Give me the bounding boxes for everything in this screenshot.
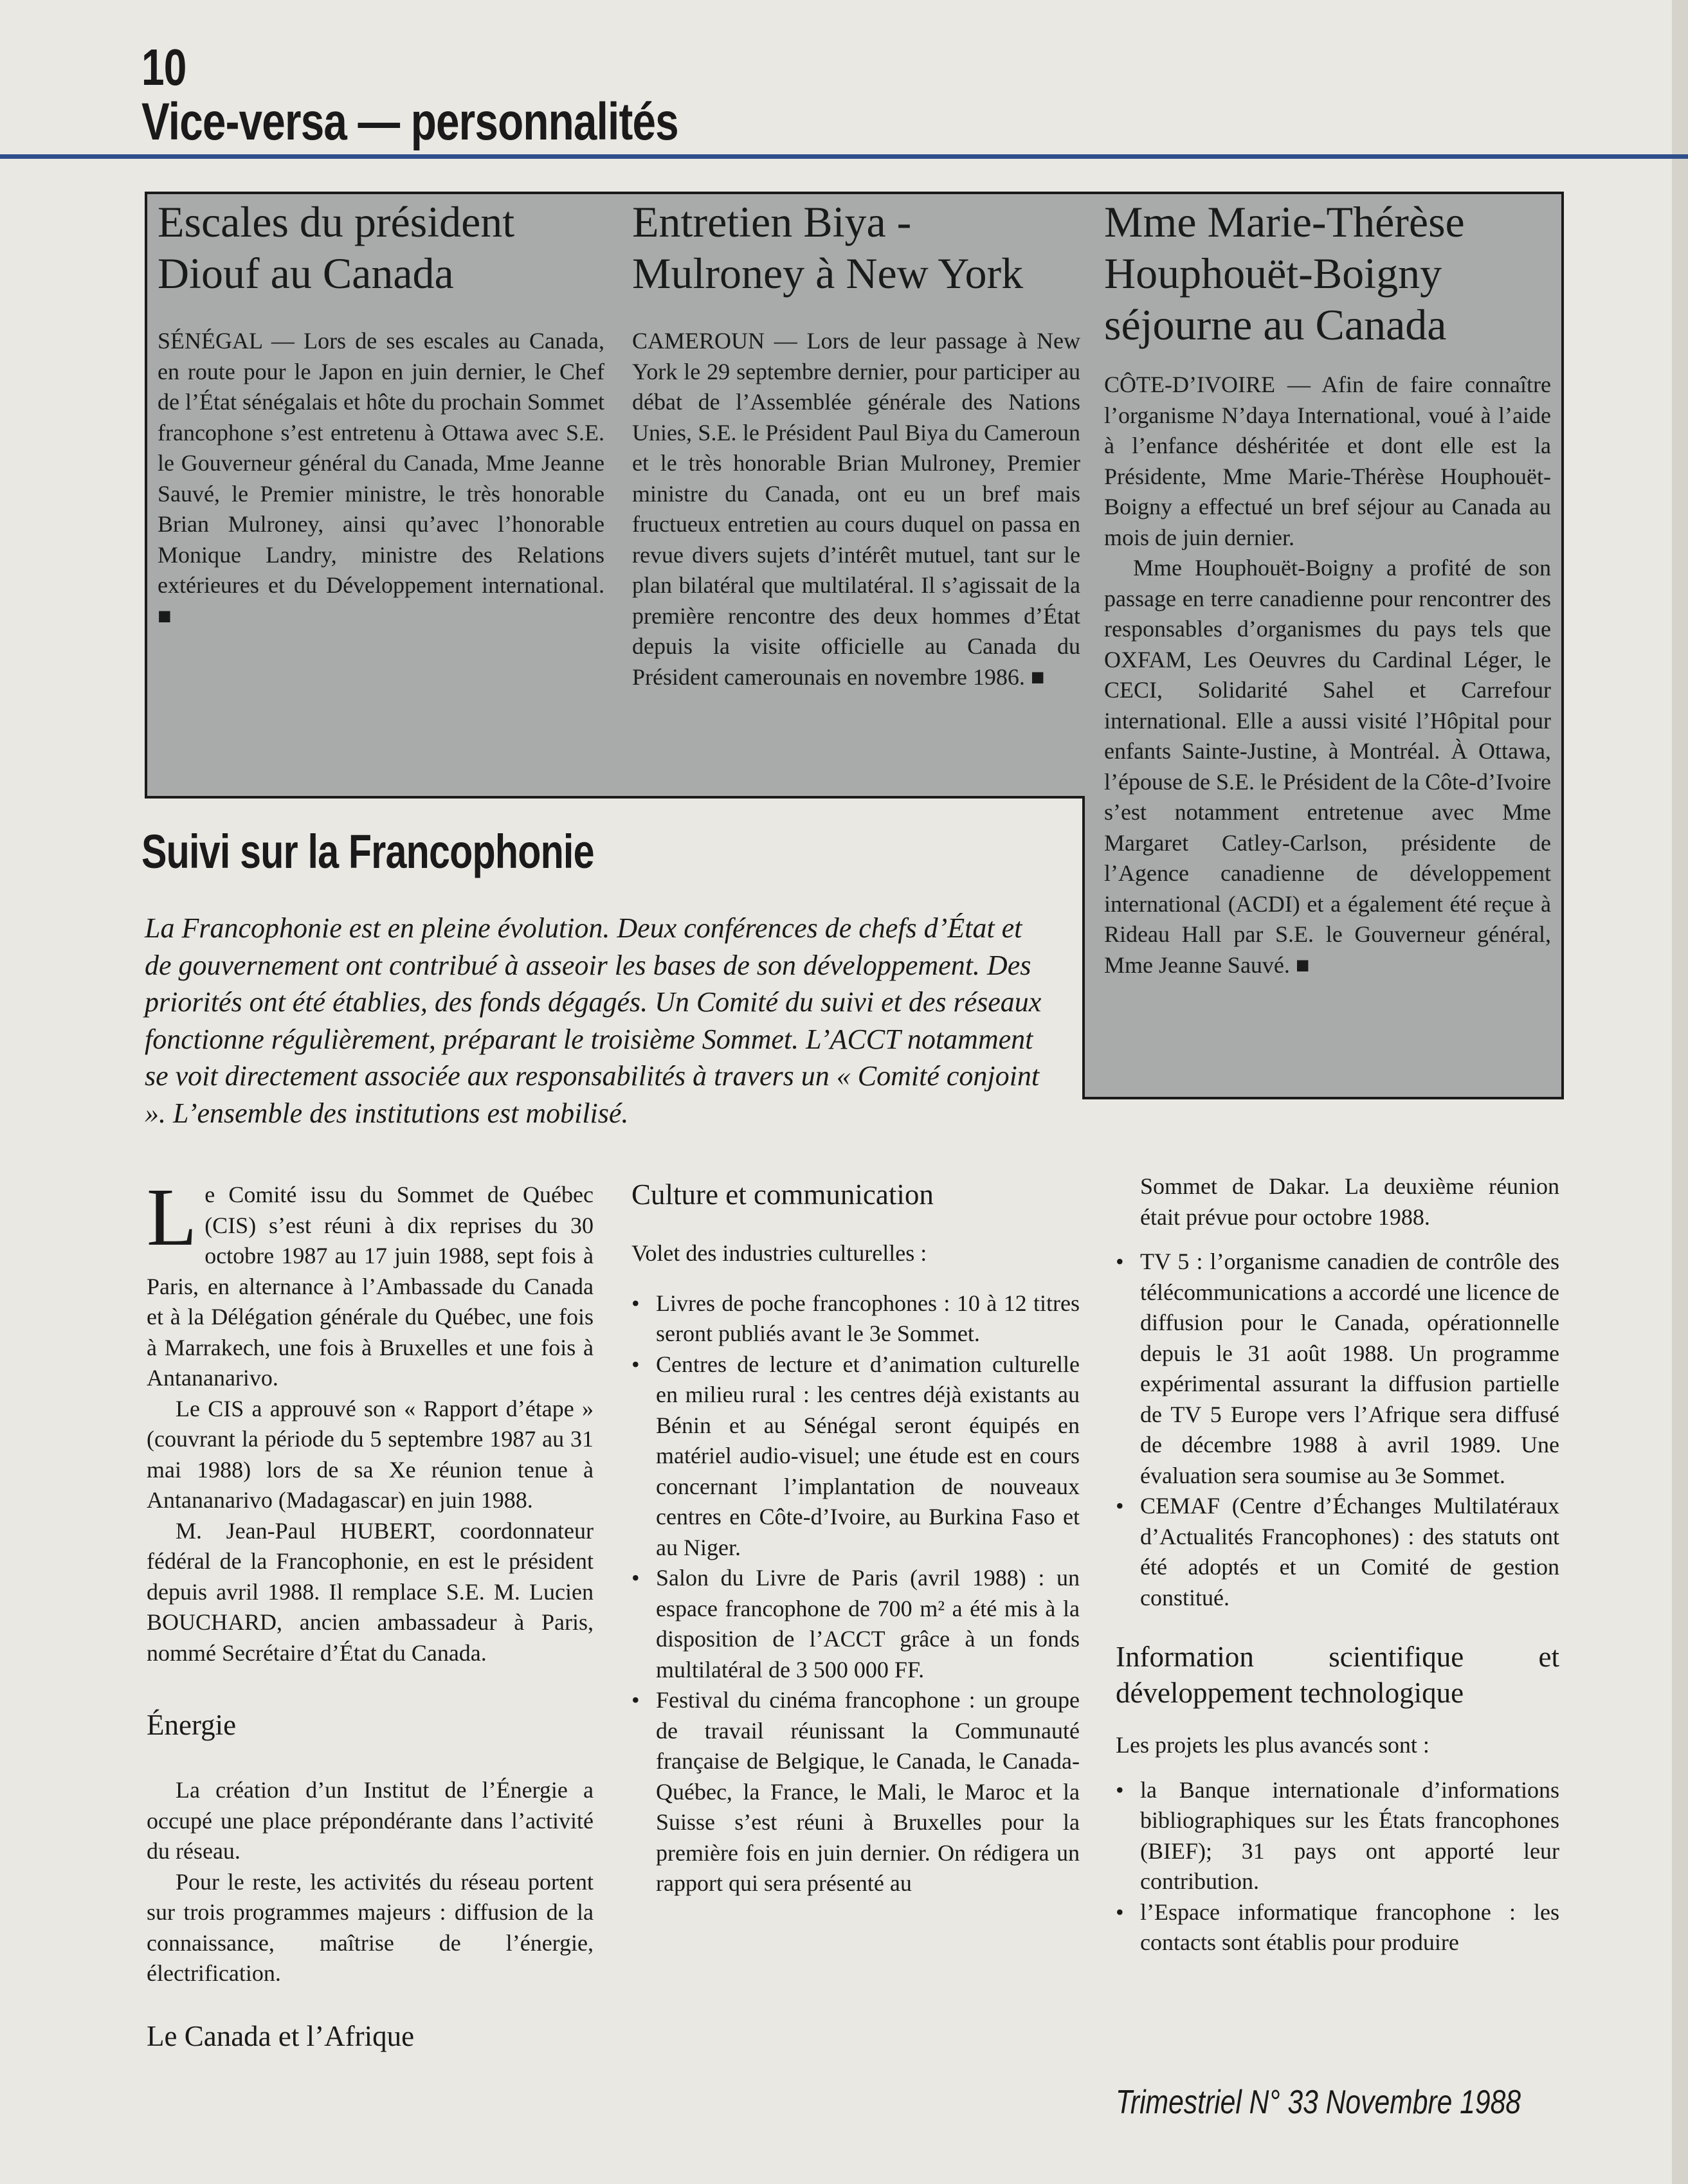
drop-cap: L [147,1171,197,1263]
box-biya-text: CAMEROUN — Lors de leur passage à New York le 29 septembre dernier, pour participer au débat de l’Assemblée générale des Nations Unies, S.E. le Président Paul Biya du Cameroun et le très honorable Brian Mulroney, Premier ministre du Canada, ont eu un bref mais fructueux entretien au cours duquel on passa en revue divers sujets d’intérêt mutuel, tant sur le plan bilatéral que multilatéral. Il s’agissait de la première rencontre des deux hommes d’État depuis la visite officielle au Canada du Président camerounais en novembre 1986. ■ [632,328,1080,690]
bullet-livres: • Livres de poche francophones : 10 à 12 titres seront publiés avant le 3e Sommet. [631,1288,1080,1349]
box-biya-title: Entretien Biya - Mulroney à New York [632,197,1024,298]
page-number: 10 [141,39,186,96]
section-title: Vice-versa — personnalités [141,93,678,151]
box-houphouet-body [1104,370,1551,980]
bullet-espace: • l’Espace informatique francophone : les contacts sont établis pour produire [1116,1897,1559,1958]
col1-p1: e Comité issu du Sommet de Québec (CIS) s’est réuni à dix reprises du 30 octobre 1987 au 17 juin 1988, sept fois à Paris, en alternance à l’Ambassade du Canada et à la Délégation générale du Québec, une fois à Marrakech, une fois à Bruxelles et une fois à Antananarivo. [147,1182,594,1391]
heading-canada-afrique: Le Canada et l’Afrique [147,2019,415,2052]
col2-subheading: Volet des industries culturelles : [631,1240,927,1266]
bullet-festival: • Festival du cinéma francophone : un groupe de travail réunissant la Communauté française de Belgique, le Canada, le Canada-Québec, la France, le Mali, le Maroc et la Suisse s’est réuni à Bruxelles pour la première fois en juin dernier. On rédigera un rapport qui sera présenté au [631,1685,1080,1899]
col1-p2: Le CIS a approuvé son « Rapport d’étape » (couvrant la période du 5 septembre 1987 au 31 mai 1988) lors de sa Xe réunion tenue à Antananarivo (Madagascar) en juin 1988. [147,1395,594,1513]
page-edge [1672,0,1688,2184]
col3-continued: Sommet de Dakar. La deuxième réunion était prévue pour octobre 1988. [1140,1173,1559,1230]
box-houphouet [1104,196,1551,980]
col1-p4: La création d’un Institut de l’Énergie a occupé une place prépondérante dans l’activité du réseau. [147,1777,594,1864]
column-2 [631,1177,1080,1899]
bullet-cemaf: • CEMAF (Centre d’Échanges Multilatéraux d’Actualités Francophones) : des statuts ont été adoptés et un Comité de gestion constitué. [1116,1491,1559,1613]
col1-p5: Pour le reste, les activités du réseau portent sur trois programmes majeurs : diffusion de la connaissance, maîtrise de l’énergie, électrification. [147,1868,594,1986]
suivi-title: Suivi sur la Francophonie [141,825,594,878]
suivi-intro: La Francophonie est en pleine évolution. Deux conférences de chefs d’État et de gouvernement ont contribué à asseoir les bases de son développement. Des priorités ont été établies, des fonds dégagés. Un Comité du suivi et des réseaux fonctionne régulièrement, préparant le troisième Sommet. L’ACCT notamment se voit directement associée aux responsabilités à travers un « Comité conjoint ». L’ensemble des institutions est mobilisé. [145,912,1042,1129]
box-biya [632,196,1080,692]
box-houphouet-p2: Mme Houphouët-Boigny a profité de son passage en terre canadienne pour rencontrer des responsables d’organismes du pays tels que OXFAM, Les Oeuvres du Cardinal Léger, le CECI, Solidarité Sahel et Carrefour international. Elle a aussi visité l’Hôpital pour enfants Sainte-Justine, à Montréal. À Ottawa, l’épouse de S.E. le Président de la Côte-d’Ivoire s’est notamment entretenue avec Mme Margaret Catley-Carlson, présidente de l’Agence canadienne de développement international (ACDI) et a également été reçue à Rideau Hall par S.E. le Gouverneur général, Mme Jeanne Sauvé. ■ [1104,555,1551,978]
bullet-salon: • Salon du Livre de Paris (avril 1988) : un espace francophone de 700 m² a été mis à la disposition de l’ACCT grâce à un fonds multilatéral de 3 500 000 FF. [631,1563,1080,1685]
box-diouf-text: SÉNÉGAL — Lors de ses escales au Canada, en route pour le Japon en juin dernier, le Chef de l’État sénégalais et hôte du prochain Sommet francophone s’est entretenu à Ottawa avec S.E. le Gouverneur général du Canada, Mme Jeanne Sauvé, le Premier ministre, le très honorable Brian Mulroney, ainsi qu’avec l’honorable Monique Landry, ministre des Relations extérieures et du Développement international. ■ [158,328,604,629]
footer-issue: Trimestriel N° 33 Novembre 1988 [1116,2084,1521,2121]
heading-culture: Culture et communication [631,1178,934,1211]
box-diouf [158,196,604,631]
bullet-centres: • Centres de lecture et d’animation culturelle en milieu rural : les centres déjà existants au Bénin et au Sénégal seront équipés en matériel audio-visuel; une étude est en cours concernant l’implantation de nouveaux centres en Côte-d’Ivoire, au Burkina Faso et au Niger. [631,1349,1080,1564]
header-rule [0,154,1688,159]
heading-information: Information scientifique et développement technologique [1116,1641,1559,1709]
column-3 [1116,1171,1559,1958]
box-houphouet-title: Mme Marie-Thérèse Houphouët-Boigny séjourne au Canada [1104,197,1465,349]
box-houphouet-p1: CÔTE-D’IVOIRE — Afin de faire connaître l’organisme N’daya International, voué à l’aide à l’enfance déshéritée et dont elle est la Présidente, Mme Marie-Thérèse Houphouët-Boigny a effectué un bref séjour au Canada au mois de juin dernier. [1104,372,1551,550]
heading-energie: Énergie [147,1709,237,1741]
col3-subheading: Les projets les plus avancés sont : [1116,1732,1429,1758]
column-1 [147,1171,594,2054]
box-diouf-title: Escales du président Diouf au Canada [158,197,515,298]
col1-p3: M. Jean-Paul HUBERT, coordonnateur fédéral de la Francophonie, en est le président depuis avril 1988. Il remplace S.E. M. Lucien BOUCHARD, ancien ambassadeur à Paris, nommé Secrétaire d’État du Canada. [147,1517,594,1666]
bullet-bief: • la Banque internationale d’informations bibliographiques sur les États francophones (BIEF); 31 pays ont apporté leur contribution. [1116,1775,1559,1897]
bullet-tv5: • TV 5 : l’organisme canadien de contrôle des télécommunications a accordé une licence de diffusion pour le Canada, opérationnelle depuis le 31 août 1988. Un programme expérimental assurant la diffusion partielle de TV 5 Europe vers l’Afrique sera diffusé de décembre 1988 à avril 1989. Une évaluation sera soumise au 3e Sommet. [1116,1247,1559,1491]
